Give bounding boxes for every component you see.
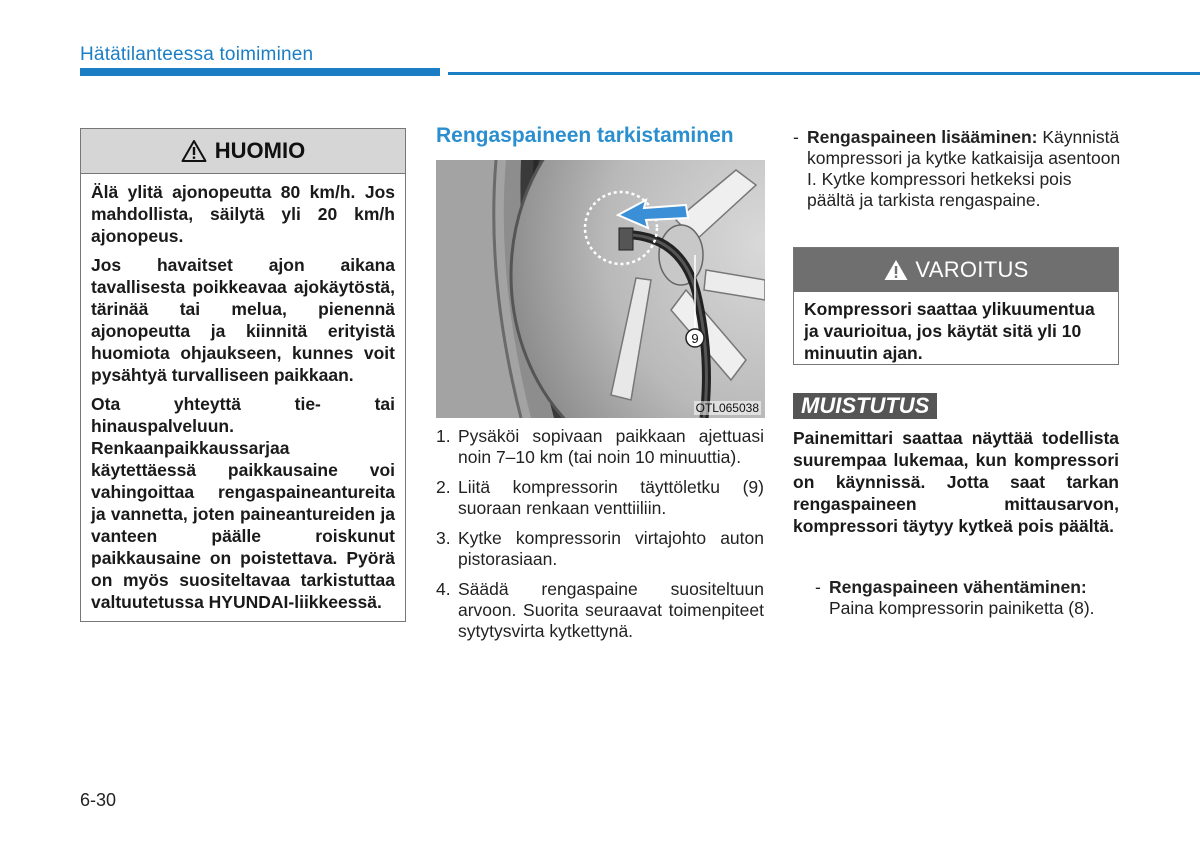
item-lead: Rengaspaineen lisääminen: — [807, 127, 1038, 147]
caution-paragraph: Ota yhteyttä tie- tai hinauspalveluun. Renkaanpaikkaussarjaa käytettäessä paikkausaine voi vahingoittaa rengaspaineantureita ja vannetta, joten paineantureiden ja vanteen päälle roiskunut paikkausaine on poistettava. Pyörä on myös suositeltavaa tarkistuttaa valtuutetussa HYUNDAI-liikkeessä. — [91, 394, 395, 612]
list-item — [436, 528, 764, 570]
warning-triangle-icon — [181, 139, 207, 163]
dash-bullet: - — [793, 127, 799, 147]
list-item — [436, 477, 764, 519]
warning-title: VAROITUS — [915, 257, 1029, 282]
caution-paragraph: Älä ylitä ajonopeutta 80 km/h. Jos mahdollista, säilytä yli 20 km/h ajonopeus. — [91, 182, 395, 246]
section-heading: Rengaspaineen tarkistaminen — [436, 124, 734, 147]
warning-box — [793, 247, 1119, 365]
item-lead: Rengaspaineen vähentäminen: — [829, 577, 1087, 597]
step-text: Liitä kompressorin täyttöletku (9) suoraan renkaan venttiiliin. — [458, 477, 764, 518]
caution-body — [81, 174, 405, 613]
header-rule-thick — [80, 68, 440, 76]
caution-paragraph: Jos havaitset ajon aikana tavallisesta poikkeavaa ajokäytöstä, tärinää tai melua, pienennä ajonopeutta ja kiinnitä erityistä huomiota ohjaukseen, kunnes voit pysähtyä turvalliseen paikkaan. — [91, 255, 395, 385]
step-text: Pysäköi sopivaan paikkaan ajettuasi noin 7–10 km (tai noin 10 minuuttia). — [458, 426, 764, 467]
note-label: MUISTUTUS — [793, 393, 937, 419]
step-number: 1. — [436, 426, 451, 446]
step-text: Kytke kompressorin virtajohto auton pistorasiaan. — [458, 528, 764, 569]
caution-header — [81, 129, 405, 174]
warning-header — [794, 248, 1118, 292]
caution-box — [80, 128, 406, 622]
add-pressure-item — [793, 127, 1123, 211]
compressor-hose-illustration — [436, 160, 765, 418]
list-item — [436, 579, 764, 642]
caution-title: HUOMIO — [214, 138, 306, 163]
page-number: 6-30 — [80, 790, 117, 810]
step-text: Säädä rengaspaine suositeltuun arvoon. Suorita seuraavat toimenpiteet sytytysvirta kytkettynä. — [458, 579, 764, 641]
figure-code: OTL065038 — [695, 401, 759, 415]
step-number: 4. — [436, 579, 451, 599]
warning-triangle-icon — [883, 258, 909, 282]
header-rule-thin — [448, 72, 1200, 75]
item-text: Käynnistä kompressori ja kytke katkaisija asentoon I. Kytke kompressori hetkeksi pois päältä ja tarkista rengaspaine. — [807, 127, 1121, 210]
step-number: 3. — [436, 528, 451, 548]
list-item — [436, 426, 764, 468]
reduce-pressure-item — [815, 577, 1123, 619]
step-number: 2. — [436, 477, 451, 497]
dash-bullet: - — [815, 577, 821, 597]
section-header: Hätätilanteessa toimiminen — [80, 44, 314, 65]
procedure-steps — [436, 426, 764, 651]
hose-callout-number: 9 — [691, 331, 699, 346]
warning-body: Kompressori saattaa ylikuumentua ja vaurioitua, jos käytät sitä yli 10 minuutin ajan. — [804, 299, 1095, 363]
item-text: Paina kompressorin painiketta (8). — [829, 598, 1095, 618]
note-body: Painemittari saattaa näyttää todellista suurempaa lukemaa, kun kompressori on käynnissä. Jotta saat tarkan rengaspaineen mittausarvon, kompressori täytyy kytkeä pois päältä. — [793, 428, 1119, 536]
